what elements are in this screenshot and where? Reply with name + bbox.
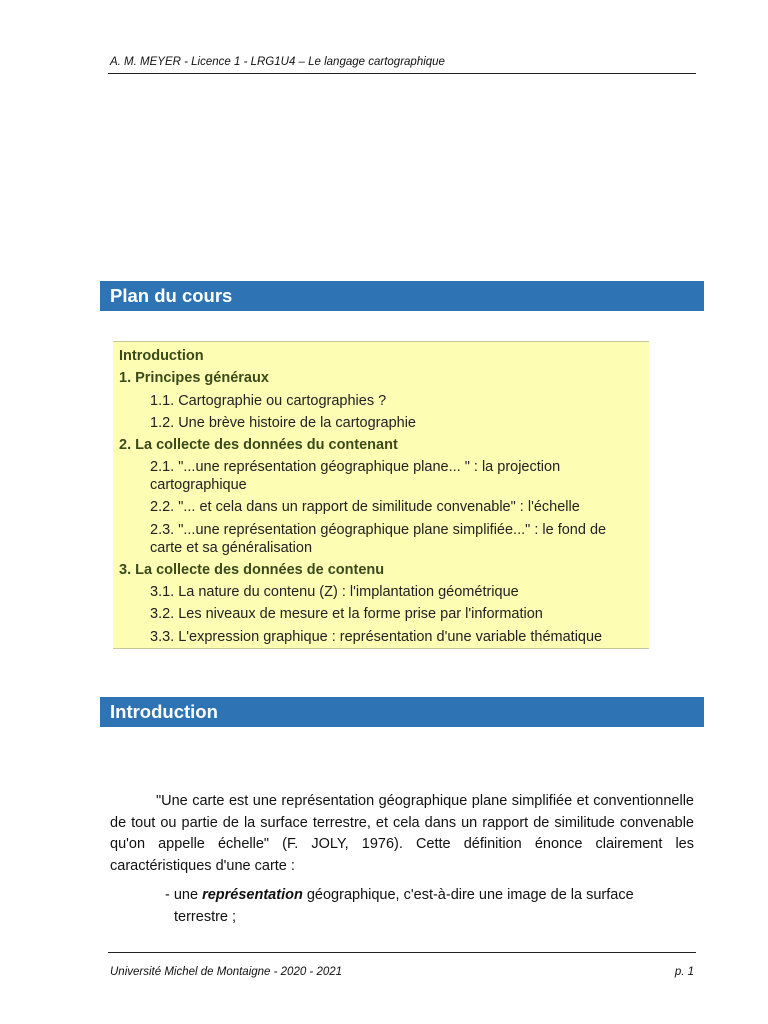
toc-item: 2.2. "... et cela dans un rapport de similitude convenable" : l'échelle: [150, 499, 580, 516]
introduction-section-title: Introduction: [100, 697, 704, 727]
toc-item: 2.3. "...une représentation géographique plane simplifiée..." : le fond de carte et sa généralisation: [150, 521, 607, 556]
introduction-paragraph-text: "Une carte est une représentation géographique plane simplifiée et conventionnelle de tout ou partie de la surface terrestre, et cela dans un rapport de similitude convenable qu'on appelle échelle" (F. JOLY, 1976). Cette définition énonce clairement les caractéristiques d'une carte :: [110, 793, 694, 874]
toc-item: 3.3. L'expression graphique : représentation d'une variable thématique: [150, 628, 603, 645]
toc-item: 3.1. La nature du contenu (Z) : l'implantation géométrique: [150, 584, 519, 601]
footer-divider: [108, 952, 696, 953]
bullet-continuation: terrestre ;: [174, 908, 237, 925]
plan-section-title: Plan du cours: [100, 281, 704, 311]
bullet-emphasis: représentation: [202, 887, 303, 903]
table-of-contents: [113, 341, 649, 649]
bullet-prefix: - une: [165, 887, 203, 903]
toc-item: Introduction: [119, 348, 204, 364]
page-header: A. M. MEYER - Licence 1 - LRG1U4 – Le langage cartographique: [110, 56, 445, 68]
toc-item: 2. La collecte des données du contenant: [119, 437, 398, 454]
page-number: p. 1: [674, 966, 694, 978]
toc-item: 1.1. Cartographie ou cartographies ?: [150, 392, 387, 409]
toc-item: 3.2. Les niveaux de mesure et la forme prise par l'information: [150, 606, 543, 623]
footer-institution: Université Michel de Montaigne - 2020 - 2021: [110, 966, 343, 978]
toc-item: 3. La collecte des données de contenu: [119, 561, 385, 578]
introduction-paragraph: [110, 791, 694, 877]
toc-item: 2.1. "...une représentation géographique plane... " : la projection cartographique: [150, 459, 561, 494]
toc-item: 1.2. Une brève histoire de la cartographie: [150, 414, 416, 431]
bullet-suffix: géographique, c'est-à-dire une image de la surface: [302, 887, 634, 903]
header-divider: [108, 73, 696, 74]
definition-bullet: [165, 885, 694, 928]
toc-item: 1. Principes généraux: [119, 370, 269, 387]
